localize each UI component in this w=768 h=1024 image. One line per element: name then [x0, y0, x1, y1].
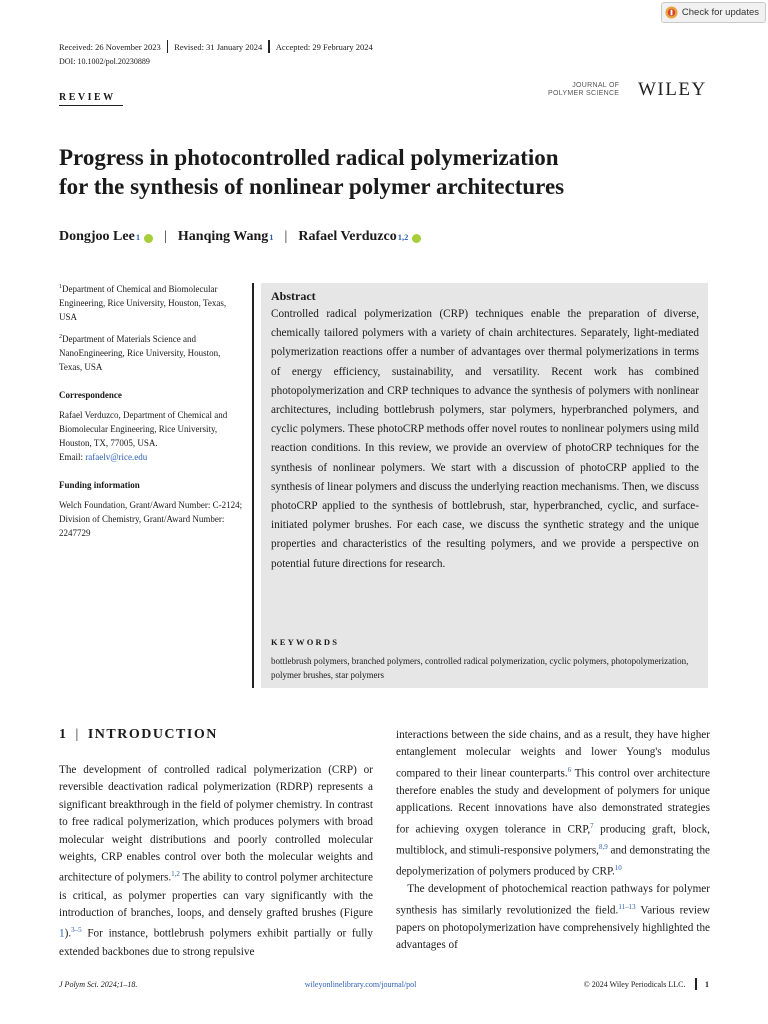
- keywords-heading: KEYWORDS: [271, 637, 340, 647]
- journal-citation: J Polym Sci. 2024;1–18.: [59, 979, 138, 989]
- abstract-text: Controlled radical polymerization (CRP) techniques enable the preparation of diverse, chemically tailored polymers with a variety of chain architectures. Separately, light-mediated polymerization reactions offer a number of advantages over thermal polymerizations in terms of energy efficiency, sustainability, and versatility. Recent work has combined photopolymerization and CRP techniques to advance the synthesis of polymers with nonlinear architectures, including bottlebrush polymers, star polymers, hyperbranched polymers, and cyclic polymers. These photoCRP methods offer novel routes to nonlinear polymers using mild reaction conditions. In this review, we provide an overview of photoCRP techniques for the synthesis of nonlinear polymers. We start with a discussion of photoCRP applied to the synthesis of linear polymers and discuss the underlying reaction mechanisms. Then, we discuss photoCRP applied to the synthesis of bottlebrush, star, hyperbranched, cyclic, and surface-initiated polymer brushes. For each case, we discuss the synthetic strategy and the unique properties and characteristics of the resulting polymers, and we provide a perspective on potential future directions for research.: [271, 308, 699, 570]
- title-line-2: for the synthesis of nonlinear polymer architectures: [59, 174, 565, 199]
- footer-divider: [695, 978, 697, 990]
- affiliation-number: 2: [59, 334, 62, 340]
- article-dates: [59, 40, 373, 53]
- author-name[interactable]: Hanqing Wang: [177, 229, 269, 244]
- section-underline: [59, 105, 123, 106]
- title-line-1: Progress in photocontrolled radical polymerization: [59, 145, 559, 170]
- copyright: © 2024 Wiley Periodicals LLC.: [583, 979, 686, 989]
- body-text: and demonstrating the depolymerization of polymers produced by CRP.: [396, 844, 710, 878]
- body-text: This control over architecture therefore enables the study and development of polymers for unique applications. Recent innovations have also demonstrated strategies for achieving oxygen tolerance in CRP,: [396, 767, 710, 836]
- citation-link[interactable]: 1,2: [171, 870, 180, 879]
- section-label: REVIEW: [59, 92, 116, 103]
- body-column-1: [59, 762, 373, 961]
- body-column-2: [396, 727, 710, 955]
- abstract-heading: Abstract: [271, 289, 316, 303]
- funding-text: Welch Foundation, Grant/Award Number: C-2124; Division of Chemistry, Grant/Award Number: 2247729: [59, 500, 243, 538]
- section-separator: |: [75, 727, 80, 742]
- orcid-icon[interactable]: [412, 234, 421, 243]
- citation-link[interactable]: 3–5: [71, 926, 82, 935]
- journal-logo-line1: JOURNAL OF: [572, 82, 620, 89]
- check-updates-icon: [665, 6, 678, 19]
- accepted-date: Accepted: 29 February 2024: [275, 41, 373, 52]
- body-text: For instance, bottlebrush polymers exhibit partially or fully extended backbones due to strong repulsive: [59, 928, 373, 958]
- received-date: Received: 26 November 2023: [59, 41, 161, 52]
- affiliation-number: 1: [59, 284, 62, 290]
- body-text: Various review papers on photopolymerization have comprehensively highlighted the advantages of: [396, 904, 711, 952]
- citation-link[interactable]: 8,9: [598, 842, 608, 851]
- author-affiliation[interactable]: 1,2: [397, 232, 409, 242]
- funding-heading: Funding information: [59, 480, 140, 490]
- article-title: [59, 143, 699, 201]
- body-text: The development of photochemical reaction pathways for polymer synthesis has similarly revolutionized the field.: [396, 883, 710, 917]
- body-text: The development of controlled radical polymerization (CRP) or reversible deactivation radical polymerization (RDRP) represents a significant breakthrough in the field of polymer chemistry. In contrast to free radical polymerization, which produces polymers with broad molecular weight distributions and poorly controlled molecular weights, CRP enables control over both the molecular weights and architecture of polymers.: [59, 764, 373, 885]
- date-divider: [167, 40, 169, 53]
- correspondence-block: [59, 408, 245, 464]
- author-affiliation[interactable]: 1: [269, 232, 274, 242]
- author-name[interactable]: Dongjoo Lee: [59, 229, 135, 244]
- body-text: interactions between the side chains, and as a result, they have higher entanglement molecular weights and lower Young's modulus compared to their linear counterparts.: [396, 729, 710, 780]
- body-text: The ability to control polymer architecture is critical, as polymer properties can vary significantly with the introduction of branches, loops, and densely grafted brushes (Figure: [59, 872, 374, 919]
- journal-logo-line2: POLYMER SCIENCE: [548, 90, 620, 97]
- revised-date: Revised: 31 January 2024: [174, 41, 263, 52]
- page-number: 1: [704, 979, 709, 989]
- citation-link[interactable]: 11–13: [618, 902, 636, 911]
- author-list: [59, 229, 421, 245]
- sidebar-divider: [252, 283, 254, 688]
- author-separator: |: [284, 229, 288, 244]
- keywords-text: bottlebrush polymers, branched polymers, controlled radical polymerization, cyclic polymers, photopolymerization, polymer brushes, star polymers: [271, 656, 689, 680]
- publisher-logo: WILEY: [638, 79, 707, 100]
- author-name[interactable]: Rafael Verduzco: [298, 229, 397, 244]
- footer-right: [584, 978, 709, 990]
- author-affiliation[interactable]: 1: [135, 232, 141, 242]
- citation-link[interactable]: 10: [614, 864, 622, 873]
- affiliation-text: Department of Chemical and Biomolecular Engineering, Rice University, Houston, Texas, USA: [59, 284, 227, 322]
- figure-link[interactable]: 1: [59, 928, 65, 941]
- affiliation: [59, 330, 245, 374]
- check-for-updates-button[interactable]: [661, 2, 766, 23]
- citation-link[interactable]: 6: [567, 765, 572, 774]
- body-text: producing graft, block, multiblock, and stimuli-responsive polymers,: [396, 823, 710, 857]
- date-divider: [268, 40, 270, 53]
- correspondence-text: Rafael Verduzco, Department of Chemical and Biomolecular Engineering, Rice University, Houston, TX, 77005, USA.: [59, 410, 228, 448]
- citation-link[interactable]: 7: [590, 821, 594, 830]
- journal-url-link[interactable]: wileyonlinelibrary.com/journal/pol: [304, 979, 417, 989]
- affiliation-text: Department of Materials Science and NanoEngineering, Rice University, Houston, Texas, USA: [59, 334, 221, 372]
- section-title: INTRODUCTION: [87, 727, 218, 742]
- author-separator: |: [164, 229, 167, 244]
- email-label: Email:: [59, 452, 86, 462]
- section-heading: [59, 727, 218, 743]
- page-footer: [59, 978, 709, 990]
- section-number: 1: [59, 727, 68, 742]
- check-for-updates-label: Check for updates: [681, 7, 759, 18]
- affiliation: [59, 280, 245, 324]
- body-text: ).: [64, 928, 72, 941]
- doi: DOI: 10.1002/pol.20230889: [59, 57, 150, 66]
- orcid-icon[interactable]: [144, 234, 153, 243]
- journal-logo: [548, 82, 619, 98]
- correspondence-heading: Correspondence: [59, 390, 122, 400]
- article-info-sidebar: [59, 280, 245, 546]
- email-link[interactable]: rafaelv@rice.edu: [85, 452, 148, 462]
